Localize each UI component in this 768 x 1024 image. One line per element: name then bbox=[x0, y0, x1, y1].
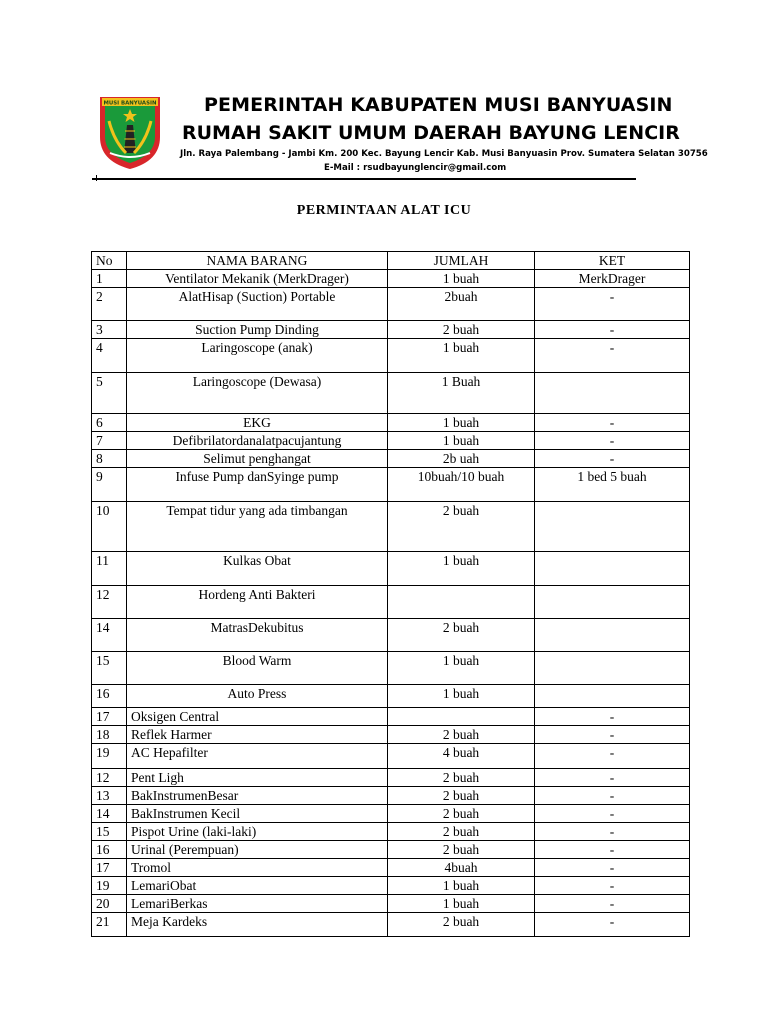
cell-jumlah: 2 buah bbox=[388, 726, 535, 744]
table-row bbox=[92, 339, 690, 373]
cell-nama-barang: LemariObat bbox=[127, 877, 388, 895]
table-row bbox=[92, 841, 690, 859]
cell-jumlah: 1 Buah bbox=[388, 373, 535, 414]
cell-ket: - bbox=[535, 823, 690, 841]
cell-ket: - bbox=[535, 321, 690, 339]
cell-ket: - bbox=[535, 708, 690, 726]
svg-text:MUSI BANYUASIN: MUSI BANYUASIN bbox=[103, 100, 157, 107]
cell-jumlah: 1 buah bbox=[388, 414, 535, 432]
cell-no: 9 bbox=[92, 468, 127, 502]
table-row bbox=[92, 270, 690, 288]
cell-jumlah: 1 buah bbox=[388, 432, 535, 450]
cell-jumlah: 2 buah bbox=[388, 769, 535, 787]
cell-nama-barang: Meja Kardeks bbox=[127, 913, 388, 937]
cell-no: 17 bbox=[92, 859, 127, 877]
cell-nama-barang: Pent Ligh bbox=[127, 769, 388, 787]
cell-no: 8 bbox=[92, 450, 127, 468]
cell-ket bbox=[535, 552, 690, 586]
table-row bbox=[92, 859, 690, 877]
table-row bbox=[92, 726, 690, 744]
letterhead bbox=[92, 88, 708, 180]
cell-jumlah: 4buah bbox=[388, 859, 535, 877]
cell-jumlah: 1 buah bbox=[388, 877, 535, 895]
cell-nama-barang: EKG bbox=[127, 414, 388, 432]
table-row bbox=[92, 619, 690, 652]
cell-jumlah: 2buah bbox=[388, 288, 535, 321]
cell-nama-barang: Pispot Urine (laki-laki) bbox=[127, 823, 388, 841]
document-title: PERMINTAAN ALAT ICU bbox=[296, 203, 472, 218]
cell-no: 7 bbox=[92, 432, 127, 450]
cell-nama-barang: LemariBerkas bbox=[127, 895, 388, 913]
table-row bbox=[92, 321, 690, 339]
cell-ket: - bbox=[535, 450, 690, 468]
table-row bbox=[92, 502, 690, 552]
cell-jumlah: 2 buah bbox=[388, 841, 535, 859]
cell-nama-barang: Urinal (Perempuan) bbox=[127, 841, 388, 859]
table-row bbox=[92, 586, 690, 619]
hospital-name: RUMAH SAKIT UMUM DAERAH BAYUNG LENCIR bbox=[182, 122, 680, 144]
cell-ket bbox=[535, 685, 690, 708]
cell-no: 11 bbox=[92, 552, 127, 586]
regency-logo bbox=[96, 91, 164, 171]
cell-ket: - bbox=[535, 414, 690, 432]
cell-jumlah: 1 buah bbox=[388, 685, 535, 708]
table-row bbox=[92, 652, 690, 685]
cell-ket: - bbox=[535, 339, 690, 373]
table-row bbox=[92, 432, 690, 450]
cell-no: 2 bbox=[92, 288, 127, 321]
cell-nama-barang: AC Hepafilter bbox=[127, 744, 388, 769]
cell-ket bbox=[535, 586, 690, 619]
cell-no: 19 bbox=[92, 877, 127, 895]
cell-jumlah: 2 buah bbox=[388, 787, 535, 805]
cell-no: 4 bbox=[92, 339, 127, 373]
header-no: No bbox=[92, 252, 127, 270]
cell-ket: MerkDrager bbox=[535, 270, 690, 288]
cell-no: 12 bbox=[92, 586, 127, 619]
cell-nama-barang: Tromol bbox=[127, 859, 388, 877]
cell-no: 10 bbox=[92, 502, 127, 552]
table-row bbox=[92, 787, 690, 805]
table-row bbox=[92, 373, 690, 414]
cell-no: 16 bbox=[92, 841, 127, 859]
cell-no: 15 bbox=[92, 652, 127, 685]
table-row bbox=[92, 288, 690, 321]
cell-ket: - bbox=[535, 726, 690, 744]
cell-ket: - bbox=[535, 787, 690, 805]
cell-no: 15 bbox=[92, 823, 127, 841]
cell-ket: - bbox=[535, 841, 690, 859]
cell-ket: - bbox=[535, 744, 690, 769]
cell-jumlah: 2b uah bbox=[388, 450, 535, 468]
table-row bbox=[92, 913, 690, 937]
cell-jumlah: 1 buah bbox=[388, 652, 535, 685]
cell-ket: - bbox=[535, 432, 690, 450]
table-row bbox=[92, 450, 690, 468]
cell-jumlah: 2 buah bbox=[388, 502, 535, 552]
cell-nama-barang: MatrasDekubitus bbox=[127, 619, 388, 652]
cell-nama-barang: Selimut penghangat bbox=[127, 450, 388, 468]
cell-jumlah bbox=[388, 708, 535, 726]
cell-jumlah: 2 buah bbox=[388, 913, 535, 937]
cell-nama-barang: Kulkas Obat bbox=[127, 552, 388, 586]
table-row bbox=[92, 552, 690, 586]
cell-jumlah: 2 buah bbox=[388, 321, 535, 339]
table-header-row bbox=[92, 252, 690, 270]
cell-jumlah: 2 buah bbox=[388, 823, 535, 841]
cell-no: 21 bbox=[92, 913, 127, 937]
cell-jumlah bbox=[388, 586, 535, 619]
cell-jumlah: 4 buah bbox=[388, 744, 535, 769]
cell-no: 16 bbox=[92, 685, 127, 708]
hospital-email: E-Mail : rsudbayunglencir@gmail.com bbox=[324, 163, 507, 173]
cell-jumlah: 10buah/10 buah bbox=[388, 468, 535, 502]
table-row bbox=[92, 805, 690, 823]
cell-nama-barang: Oksigen Central bbox=[127, 708, 388, 726]
table-row bbox=[92, 708, 690, 726]
table-row bbox=[92, 877, 690, 895]
cell-no: 13 bbox=[92, 787, 127, 805]
equipment-request-table bbox=[91, 251, 690, 937]
cell-nama-barang: AlatHisap (Suction) Portable bbox=[127, 288, 388, 321]
cell-nama-barang: BakInstrumenBesar bbox=[127, 787, 388, 805]
table-row bbox=[92, 744, 690, 769]
table-row bbox=[92, 414, 690, 432]
cell-no: 17 bbox=[92, 708, 127, 726]
cell-ket bbox=[535, 652, 690, 685]
cell-no: 14 bbox=[92, 619, 127, 652]
cell-ket: - bbox=[535, 769, 690, 787]
table-body bbox=[92, 270, 690, 937]
cell-nama-barang: Suction Pump Dinding bbox=[127, 321, 388, 339]
cell-nama-barang: Laringoscope (Dewasa) bbox=[127, 373, 388, 414]
letterhead-rule-tick bbox=[96, 175, 97, 181]
cell-jumlah: 1 buah bbox=[388, 270, 535, 288]
cell-nama-barang: Tempat tidur yang ada timbangan bbox=[127, 502, 388, 552]
cell-ket: - bbox=[535, 895, 690, 913]
table-row bbox=[92, 468, 690, 502]
table-row bbox=[92, 823, 690, 841]
cell-ket: - bbox=[535, 805, 690, 823]
cell-no: 6 bbox=[92, 414, 127, 432]
government-name: PEMERINTAH KABUPATEN MUSI BANYUASIN bbox=[204, 94, 673, 116]
cell-no: 18 bbox=[92, 726, 127, 744]
cell-no: 19 bbox=[92, 744, 127, 769]
cell-nama-barang: Reflek Harmer bbox=[127, 726, 388, 744]
header-ket: KET bbox=[535, 252, 690, 270]
cell-nama-barang: Hordeng Anti Bakteri bbox=[127, 586, 388, 619]
cell-jumlah: 1 buah bbox=[388, 339, 535, 373]
cell-jumlah: 2 buah bbox=[388, 805, 535, 823]
cell-jumlah: 1 buah bbox=[388, 552, 535, 586]
cell-nama-barang: Blood Warm bbox=[127, 652, 388, 685]
cell-no: 14 bbox=[92, 805, 127, 823]
header-jumlah: JUMLAH bbox=[388, 252, 535, 270]
cell-ket: - bbox=[535, 859, 690, 877]
table-row bbox=[92, 685, 690, 708]
cell-no: 3 bbox=[92, 321, 127, 339]
cell-nama-barang: Defibrilatordanalatpacujantung bbox=[127, 432, 388, 450]
cell-no: 5 bbox=[92, 373, 127, 414]
cell-ket bbox=[535, 373, 690, 414]
cell-ket: - bbox=[535, 288, 690, 321]
cell-nama-barang: Infuse Pump danSyinge pump bbox=[127, 468, 388, 502]
hospital-address: Jln. Raya Palembang - Jambi Km. 200 Kec. Bayung Lencir Kab. Musi Banyuasin Prov. Sumatera Selatan 30756 bbox=[180, 149, 708, 159]
cell-no: 12 bbox=[92, 769, 127, 787]
cell-jumlah: 1 buah bbox=[388, 895, 535, 913]
cell-no: 1 bbox=[92, 270, 127, 288]
cell-ket: 1 bed 5 buah bbox=[535, 468, 690, 502]
cell-nama-barang: Laringoscope (anak) bbox=[127, 339, 388, 373]
cell-ket: - bbox=[535, 877, 690, 895]
cell-nama-barang: Ventilator Mekanik (MerkDrager) bbox=[127, 270, 388, 288]
letterhead-rule bbox=[92, 178, 636, 180]
cell-nama-barang: Auto Press bbox=[127, 685, 388, 708]
cell-jumlah: 2 buah bbox=[388, 619, 535, 652]
header-nama-barang: NAMA BARANG bbox=[127, 252, 388, 270]
cell-ket: - bbox=[535, 913, 690, 937]
table-row bbox=[92, 769, 690, 787]
cell-nama-barang: BakInstrumen Kecil bbox=[127, 805, 388, 823]
cell-ket bbox=[535, 502, 690, 552]
table-row bbox=[92, 895, 690, 913]
cell-ket bbox=[535, 619, 690, 652]
cell-no: 20 bbox=[92, 895, 127, 913]
